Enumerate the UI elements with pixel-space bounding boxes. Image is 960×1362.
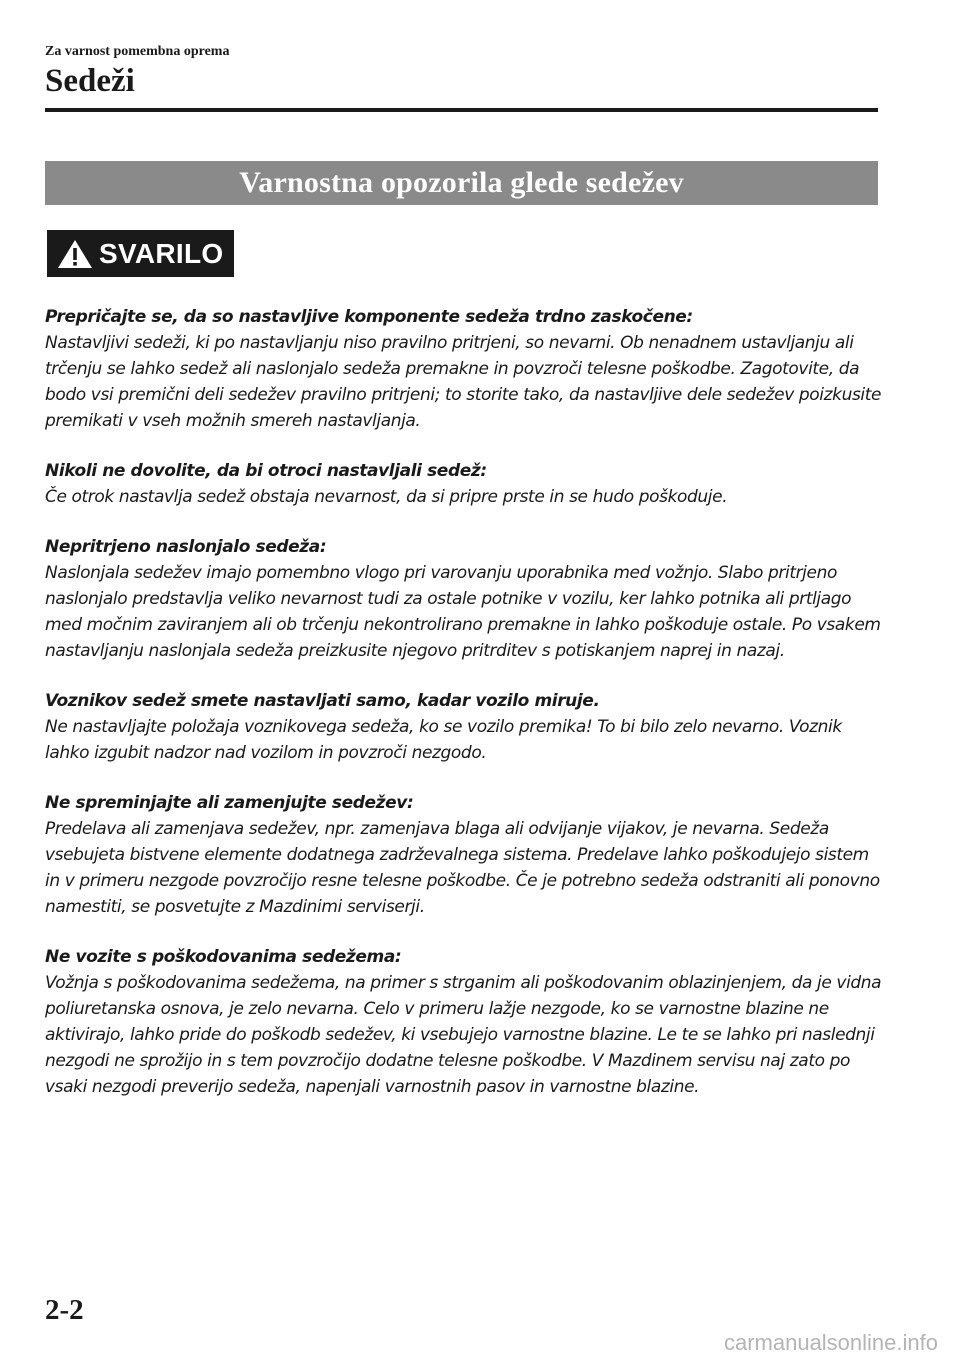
heading-divider <box>45 108 878 112</box>
warning-triangle-icon <box>57 239 93 269</box>
page-title: Sedeži <box>45 63 135 99</box>
warning-item <box>45 304 885 434</box>
warning-item <box>45 458 885 510</box>
warning-item-body: Vožnja s poškodovanima sedežema, na primer s strganim ali poškodovanim oblazinjenjem, da je vidna poliuretanska osnova, je zelo nevarna. Celo v primeru lažje nezgode, ko se varnostne blazine ne aktivirajo, lahko pride do poškodb sedežev, ki vsebujejo varnostne blazine. Le te se lahko pri naslednji nezgodi ne sprožijo in s tem povzročijo dodatne telesne poškodbe. V Mazdinem servisu naj zato po vsaki nezgodi preverijo sedeža, napenjali varnostnih pasov in varnostne blazine. <box>45 973 882 1097</box>
warning-item-title: Prepričajte se, da so nastavljive komponente sedeža trdno zaskočene: <box>45 307 693 327</box>
section-label: Za varnost pomembna oprema <box>45 44 230 59</box>
warning-item-body: Naslonjala sedežev imajo pomembno vlogo pri varovanju uporabnika med vožnjo. Slabo pritrjeno naslonjalo predstavlja veliko nevarnost tudi za ostale potnike v vozilu, ker lahko potnika ali prtljago med močnim zaviranjem ali ob trčenju nekontrolirano premakne in lahko poškoduje ostale. Po vsakem nastavljanju naslonjala sedeža preizkusite njegovo pritrditev s potiskanjem naprej in nazaj. <box>45 563 881 661</box>
warning-item-title: Nikoli ne dovolite, da bi otroci nastavljali sedež: <box>45 461 487 481</box>
warning-item <box>45 944 885 1100</box>
warning-item-body: Nastavljivi sedeži, ki po nastavljanju niso pravilno pritrjeni, so nevarni. Ob nenadnem ustavljanju ali trčenju se lahko sedež ali naslonjalo sedeža premakne in povzroči telesne poškodbe. Zagotovite, da bodo vsi premični deli sedežev pravilno pritrjeni; to storite tako, da nastavljive dele sedežev poizkusite premikati v vseh možnih smereh nastavljanja. <box>45 333 882 431</box>
warning-item <box>45 790 885 920</box>
page-number: 2-2 <box>45 1294 84 1326</box>
warning-item-body: Predelava ali zamenjava sedežev, npr. zamenjava blaga ali odvijanje vijakov, je nevarna. Sedeža vsebujeta bistvene elemente dodatnega zadrževalnega sistema. Predelave lahko poškodujejo sistem in v primeru nezgode povzročijo resne telesne poškodbe. Če je potrebno sedeža odstraniti ali ponovno namestiti, se posvetujte z Mazdinimi serviserji. <box>45 819 880 917</box>
section-title-banner <box>45 161 878 205</box>
warning-item-body: Ne nastavljajte položaja voznikovega sedeža, ko se vozilo premika! To bi bilo zelo nevarno. Voznik lahko izgubit nadzor nad vozilom in povzroči nezgodo. <box>45 717 842 763</box>
warning-badge <box>47 230 234 277</box>
warning-label: SVARILO <box>99 237 224 269</box>
warning-item <box>45 688 885 766</box>
warning-item <box>45 534 885 664</box>
warning-item-body: Če otrok nastavlja sedež obstaja nevarnost, da si pripre prste in se hudo poškoduje. <box>45 487 728 507</box>
warning-item-title: Ne spreminjajte ali zamenjujte sedežev: <box>45 793 414 813</box>
watermark: carmanualsonline.info <box>723 1330 938 1355</box>
warning-item-title: Ne vozite s poškodovanima sedežema: <box>45 947 402 967</box>
warning-item-title: Voznikov sedež smete nastavljati samo, kadar vozilo miruje. <box>45 691 600 711</box>
section-title: Varnostna opozorila glede sedežev <box>239 166 684 199</box>
warning-content <box>45 304 885 1124</box>
warning-item-title: Nepritrjeno naslonjalo sedeža: <box>45 537 327 557</box>
